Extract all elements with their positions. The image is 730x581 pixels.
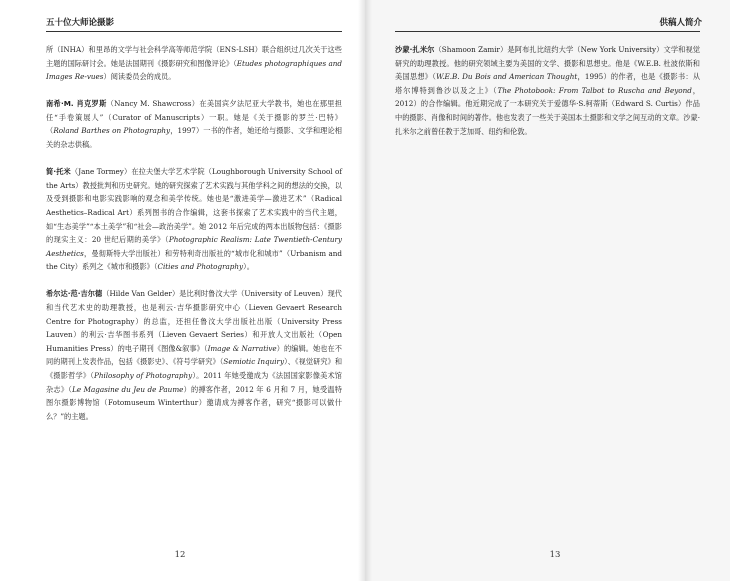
body-text: ，曼彻斯特大学出版社）和劳特利奇出版社的“城市化和城市”（Urbanism and the City）系列之《城市和摄影》（ — [46, 248, 342, 272]
contributor-name: 希尔达·范·吉尔德 — [46, 289, 103, 299]
italic-title: W.E.B. Du Bois and American Thought — [436, 72, 578, 82]
body-text: （Jane Tormey）在拉夫堡大学艺术学院（Loughborough University School of the Arts）教授批判和历史研究。她的研究探索了艺术实践与其他学科之间的想法的交换，以及受到摄影和电影实践影响的观念和美学传统。她也是“激进美学—激进艺术”（Radical Aesthetics–Radical Art）系列图书的合作编辑，这套书探索了艺术实践中的当代主题，如“生态美学”“本土美学”和“社会—政治美学”。她 2012 年后完成的两本出版物包括：《摄影的现实主义：20 世纪后期的美学》（ — [46, 167, 342, 245]
body-text: （Hilde Van Gelder）是比利时鲁汶大学（University of Leuven）现代和当代艺术史的助理教授，也是利云·吉华摄影研究中心（Lieven Gevaert Research Centre for Photography）的总监，还担任鲁汶大学出版社出版（University Press Lauven）的利云·吉华图书系列（Lieven Gevaert Series）和开放人文出版社（Open Humanities Press）的电子期刊《图像&叙事》（ — [46, 289, 342, 353]
page-number: 13 — [549, 550, 561, 560]
header-rule — [395, 31, 700, 32]
contributor-name: 简·托米 — [46, 167, 71, 177]
italic-title: Roland Barthes on Photography — [53, 126, 171, 136]
italic-title: Photographic Realism: Late Twentieth-Century Aesthetics — [46, 235, 342, 258]
running-head: 供稿人简介 — [659, 18, 702, 28]
body-text: ）的搏客作者，2012 年 6 月和 7 月，她受温特图尔摄影博物馆（Fotomuseum Winterthur）邀请成为搏客作者，研究“摄影可以做什么？”的主题。 — [46, 384, 342, 421]
italic-title: Etudes photographiques and Images Re-vues — [46, 58, 343, 82]
body-text: ）的编辑。她也在不同的期刊上发表作品，包括《摄影史》、《符号学研究》（ — [46, 343, 342, 367]
page-number: 12 — [174, 550, 186, 560]
body-text: ）、《视觉研究》和《摄影哲学》（ — [46, 357, 343, 380]
body-text: ，1997）一书的作者，她还给与摄影、文学和理论相关的杂志供稿。 — [46, 126, 342, 150]
page-body — [46, 43, 342, 437]
italic-title: The Photobook: From Talbot to Ruscha and Beyond — [497, 85, 692, 95]
body-text: ，2012）的合作编辑。他近期完成了一本研究关于爱德华·S.柯蒂斯（Edward S. Curtis）作品中的摄影、肖像和时间的著作。他也发表了一些关于美国本土摄影和文学之间互动的文章。沙蒙·扎米尔之前曾任教于芝加哥、纽约和伦敦。 — [395, 85, 700, 136]
italic-title: Philosophy of Photography — [93, 370, 193, 380]
contributor-name: 南希·M. 肖克罗斯 — [46, 99, 107, 109]
body-text: （Nancy M. Shawcross）在美国宾夕法尼亚大学教书，她也在那里担任“手卷策展人”（Curator of Manuscripts）一职。她是《关于摄影的罗兰·巴特》（ — [46, 99, 342, 136]
body-text: ）。2011 年她受邀成为《法国国家影像美术馆杂志》（ — [46, 370, 342, 394]
italic-title: Cities and Photography — [157, 262, 244, 272]
right-page — [365, 0, 730, 581]
contributor-entry — [46, 287, 342, 423]
contributor-entry — [395, 43, 700, 138]
italic-title: Image & Narrative — [207, 343, 277, 353]
body-text: ，1995）的作者，也是《摄影书：从塔尔博特到鲁沙以及之上》（ — [395, 72, 701, 95]
body-text: 所（INHA）和里昂的文学与社会科学高等师范学院（ENS-LSH）联合组织过几次关于这些主题的国际研讨会。她是法国期刊《摄影研究和图像评论》（ — [46, 45, 342, 68]
body-text: （Shamoon Zamir）是阿布扎比纽约大学（New York University）文学和视觉研究的助理教授。他的研究领域主要为美国的文学、摄影和思想史。他是《W.E.B. 杜波依斯和美国思想》（ — [395, 45, 700, 82]
page-body — [395, 43, 700, 152]
body-text: ）。 — [243, 262, 254, 272]
contributor-entry — [46, 165, 342, 274]
italic-title: Le Magasine du Jeu de Paume — [72, 384, 184, 394]
contributor-name: 沙蒙·扎米尔 — [395, 45, 435, 54]
body-text: ）阅读委员会的成员。 — [103, 72, 176, 82]
running-head: 五十位大师论摄影 — [46, 18, 115, 28]
italic-title: Semiotic Inquiry — [223, 357, 285, 367]
contributor-entry — [46, 97, 342, 151]
contributor-entry — [46, 43, 342, 84]
header-rule — [46, 31, 342, 32]
